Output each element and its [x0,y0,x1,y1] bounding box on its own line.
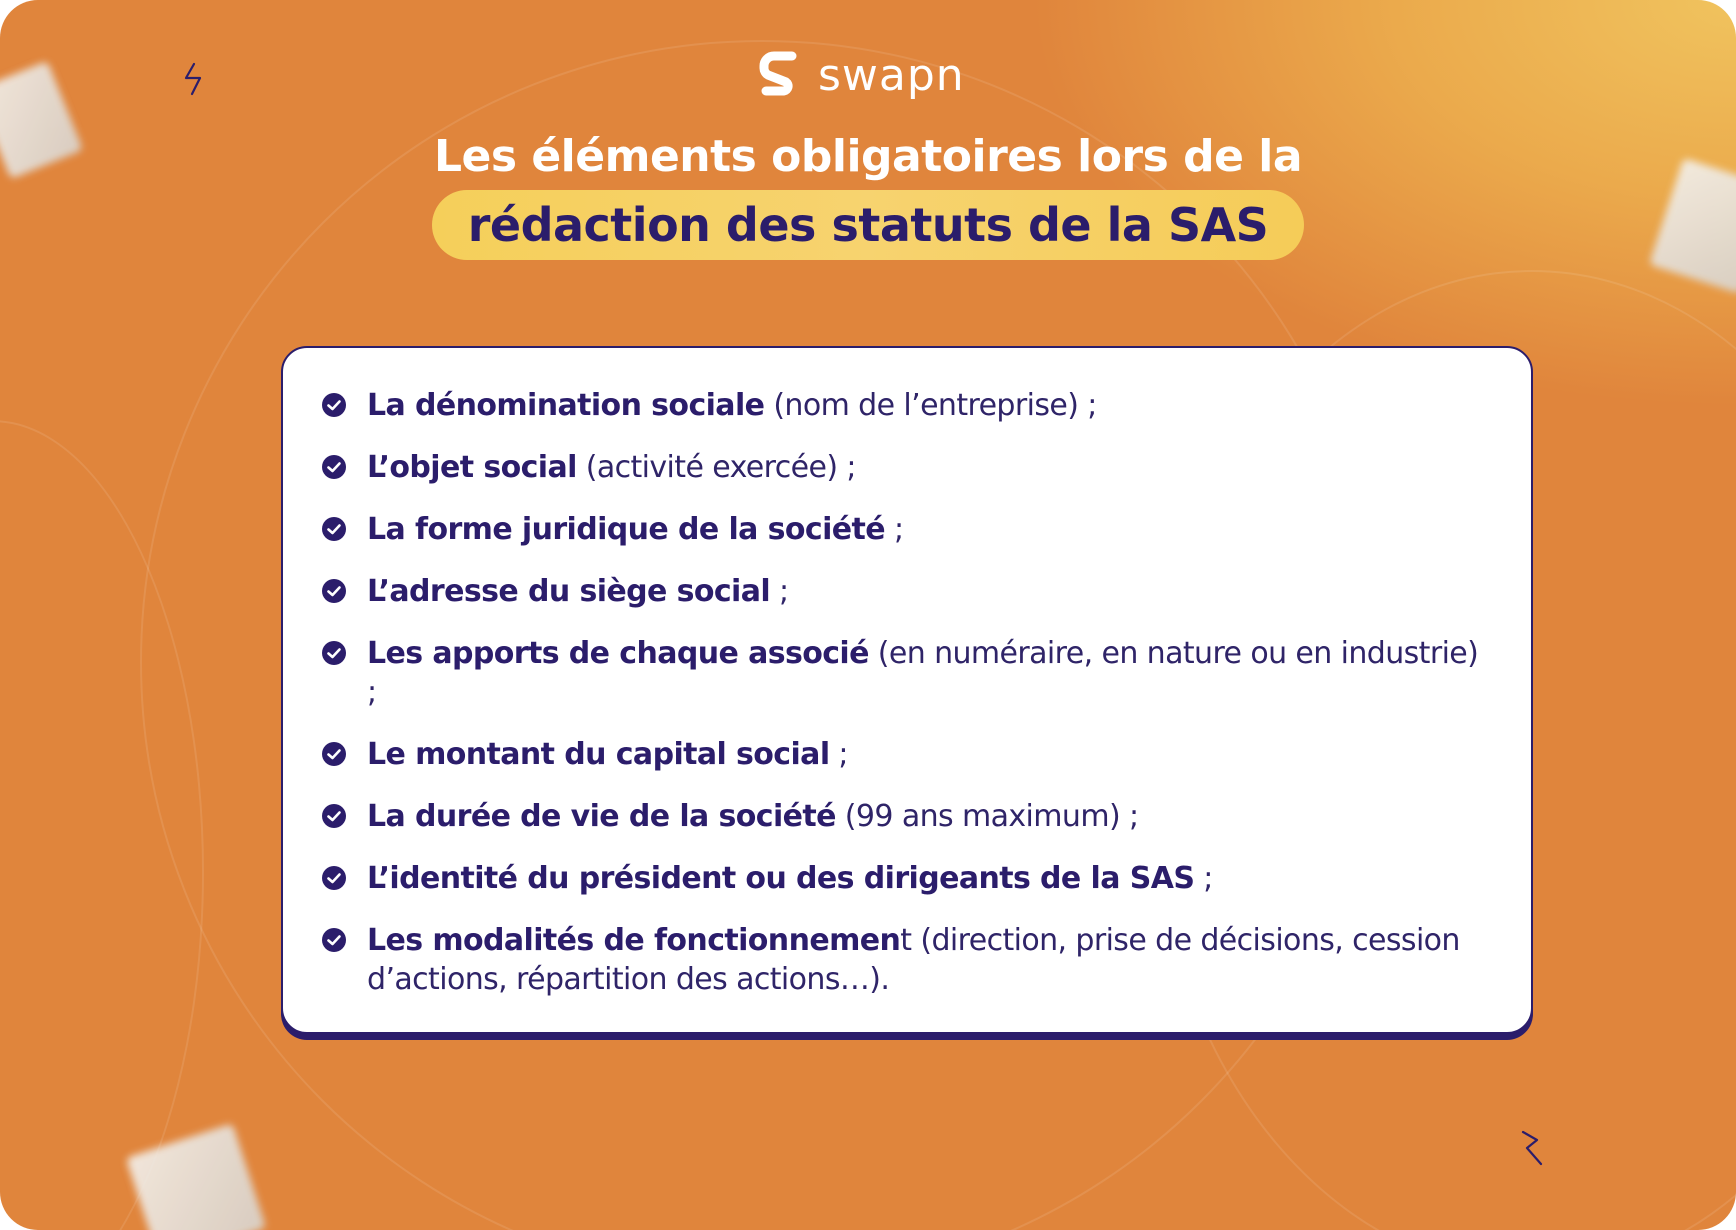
list-item-bold: La dénomination sociale [367,388,765,423]
list-item-text [367,735,848,774]
list-item-bold: Les apports de chaque associé [367,636,869,671]
list-item-text [367,448,856,487]
title-highlight [432,190,1304,260]
check-circle-icon [321,741,347,767]
check-circle-icon [321,392,347,418]
list-item [321,859,1491,898]
list-item-detail: (nom de l’entreprise) ; [764,388,1097,423]
check-circle-icon [321,865,347,891]
list-item-bold: L’identité du président ou des dirigeants de la SAS [367,861,1195,896]
list-item [321,921,1491,999]
lightning-bolt-icon [1515,1126,1555,1186]
check-circle-icon [321,927,347,953]
list-item-text [367,386,1097,425]
page-title-line-2: rédaction des statuts de la SAS [467,198,1269,252]
list-item-detail: (activité exercée) ; [576,450,856,485]
list-item-bold: L’objet social [367,450,577,485]
brand-name: swapn [818,50,965,101]
list-item [321,634,1491,712]
list-item-detail: ; [770,574,789,609]
list-item-detail: (en numéraire, en nature ou en industrie) ; [367,636,1479,710]
list-item [321,510,1491,549]
checklist [321,386,1491,999]
list-item-detail: ; [829,737,848,772]
page-title-line-1: Les éléments obligatoires lors de la [433,131,1303,182]
list-item-text [367,572,789,611]
list-item [321,572,1491,611]
checklist-card [281,346,1533,1034]
list-item-text [367,921,1491,999]
list-item-bold: La forme juridique de la société [367,512,886,547]
list-item-bold: L’adresse du siège social [367,574,771,609]
list-item [321,797,1491,836]
list-item [321,386,1491,425]
check-circle-icon [321,640,347,666]
list-item-text [367,634,1491,712]
list-item-bold: Le montant du capital social [367,737,830,772]
list-item-text [367,797,1139,836]
list-item-bold: La durée de vie de la société [367,799,836,834]
list-item-detail: (99 ans maximum) ; [835,799,1139,834]
list-item-detail: t (direction, prise de décisions, cession d’actions, répartition des actions…). [367,923,1460,997]
list-item-detail: ; [885,512,904,547]
check-circle-icon [321,454,347,480]
brand-logo [756,48,965,104]
list-item [321,448,1491,487]
list-item-text [367,859,1213,898]
list-item-bold: Les modalités de fonctionnemen [367,923,901,958]
check-circle-icon [321,516,347,542]
list-item-detail: ; [1194,861,1213,896]
list-item [321,735,1491,774]
lightning-bolt-icon [180,58,220,118]
list-item-text [367,510,903,549]
check-circle-icon [321,803,347,829]
check-circle-icon [321,578,347,604]
swapn-s-logo-icon [756,50,802,102]
